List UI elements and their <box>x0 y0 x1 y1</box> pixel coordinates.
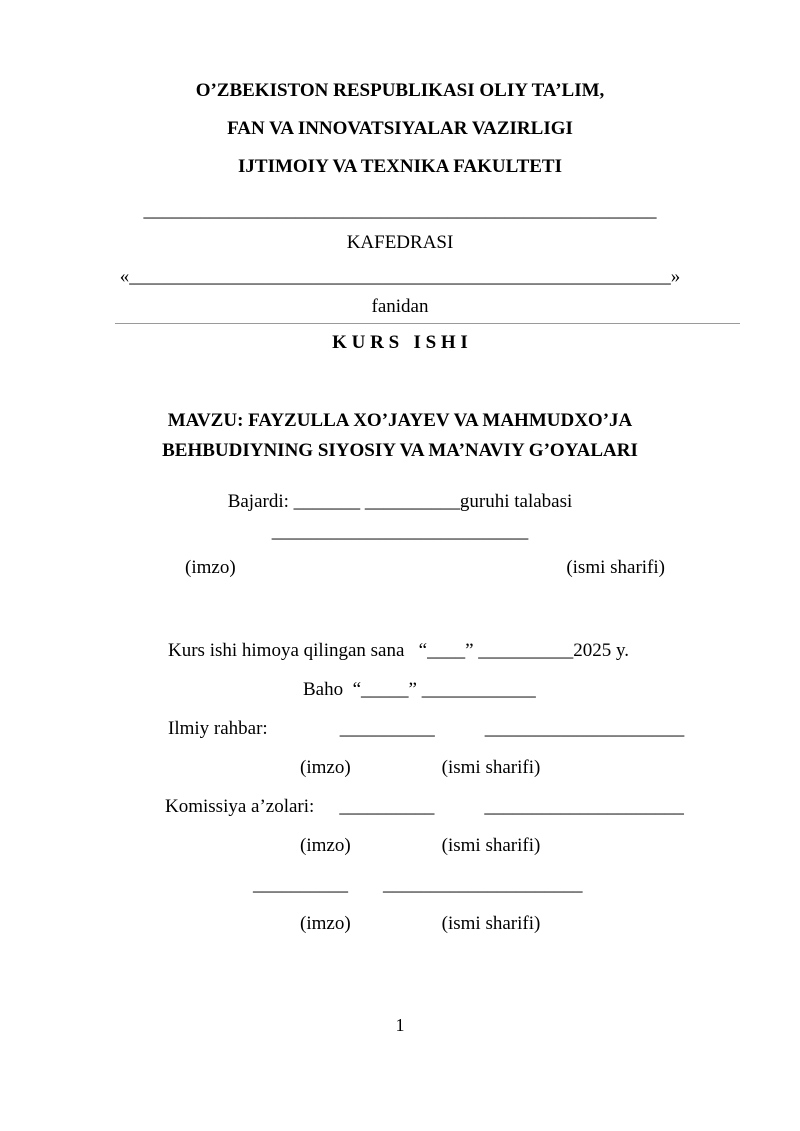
section-divider <box>115 323 740 324</box>
defense-date-line: Kurs ishi himoya qilingan sana “____” __________2025 y. <box>168 640 630 661</box>
ismi-sharifi-caption: (ismi sharifi) <box>441 835 541 856</box>
imzo-caption: (imzo) <box>300 913 351 934</box>
member2-name-blank: _____________________ <box>383 874 583 895</box>
topic-line-1: MAVZU: FAYZULLA XO’JAYEV VA MAHMUDXO’JA <box>167 410 633 431</box>
page-number: 1 <box>395 1015 405 1035</box>
member2-signature-blank: __________ <box>253 874 348 895</box>
student-line: Bajardi: _______ __________guruhi talabasi <box>227 491 573 512</box>
ismi-sharifi-caption: (ismi sharifi) <box>566 557 665 578</box>
advisor-label: Ilmiy rahbar: <box>168 718 268 739</box>
member2-signature-captions <box>300 904 740 943</box>
advisor-row <box>168 709 740 748</box>
topic-line-2: BEHBUDIYNING SIYOSIY VA MA’NAVIY G’OYALARI <box>162 440 638 461</box>
ministry-line-2: FAN VA INNOVATSIYALAR VAZIRLIGI <box>227 118 573 139</box>
advisor-signature-blank: __________ <box>339 718 435 739</box>
commission-label: Komissiya a’zolari: <box>165 796 315 817</box>
ministry-line-1: O’ZBEKISTON RESPUBLIKASI OLIY TA’LIM, <box>195 80 605 101</box>
advisor-name-blank: _____________________ <box>484 718 685 739</box>
imzo-caption: (imzo) <box>185 557 236 578</box>
subject-blank-line: «_________________________________________________________» <box>119 266 681 287</box>
ismi-sharifi-caption: (ismi sharifi) <box>441 913 541 934</box>
imzo-caption: (imzo) <box>300 835 351 856</box>
kafedrasi-label: KAFEDRASI <box>346 232 454 253</box>
commission-row <box>165 787 740 826</box>
commission-signature-blank: __________ <box>339 796 435 817</box>
course-work-title: K U R S I S H I <box>332 332 468 353</box>
grade-line: Baho “_____” ____________ <box>303 679 536 700</box>
fanidan-label: fanidan <box>371 296 429 317</box>
commission-name-blank: _____________________ <box>484 796 684 817</box>
student-signature-captions <box>60 553 740 583</box>
faculty-line: IJTIMOIY VA TEXNIKA FAKULTETI <box>238 156 562 177</box>
topic-block <box>60 406 740 466</box>
department-blank-line: ______________________________________________________ <box>143 200 657 221</box>
commission-signature-captions <box>300 826 740 865</box>
imzo-caption: (imzo) <box>300 757 351 778</box>
advisor-signature-captions <box>300 748 740 787</box>
ismi-sharifi-caption: (ismi sharifi) <box>441 757 541 778</box>
student-name-blank: ___________________________ <box>271 521 529 542</box>
commission-member2-row <box>253 865 740 904</box>
